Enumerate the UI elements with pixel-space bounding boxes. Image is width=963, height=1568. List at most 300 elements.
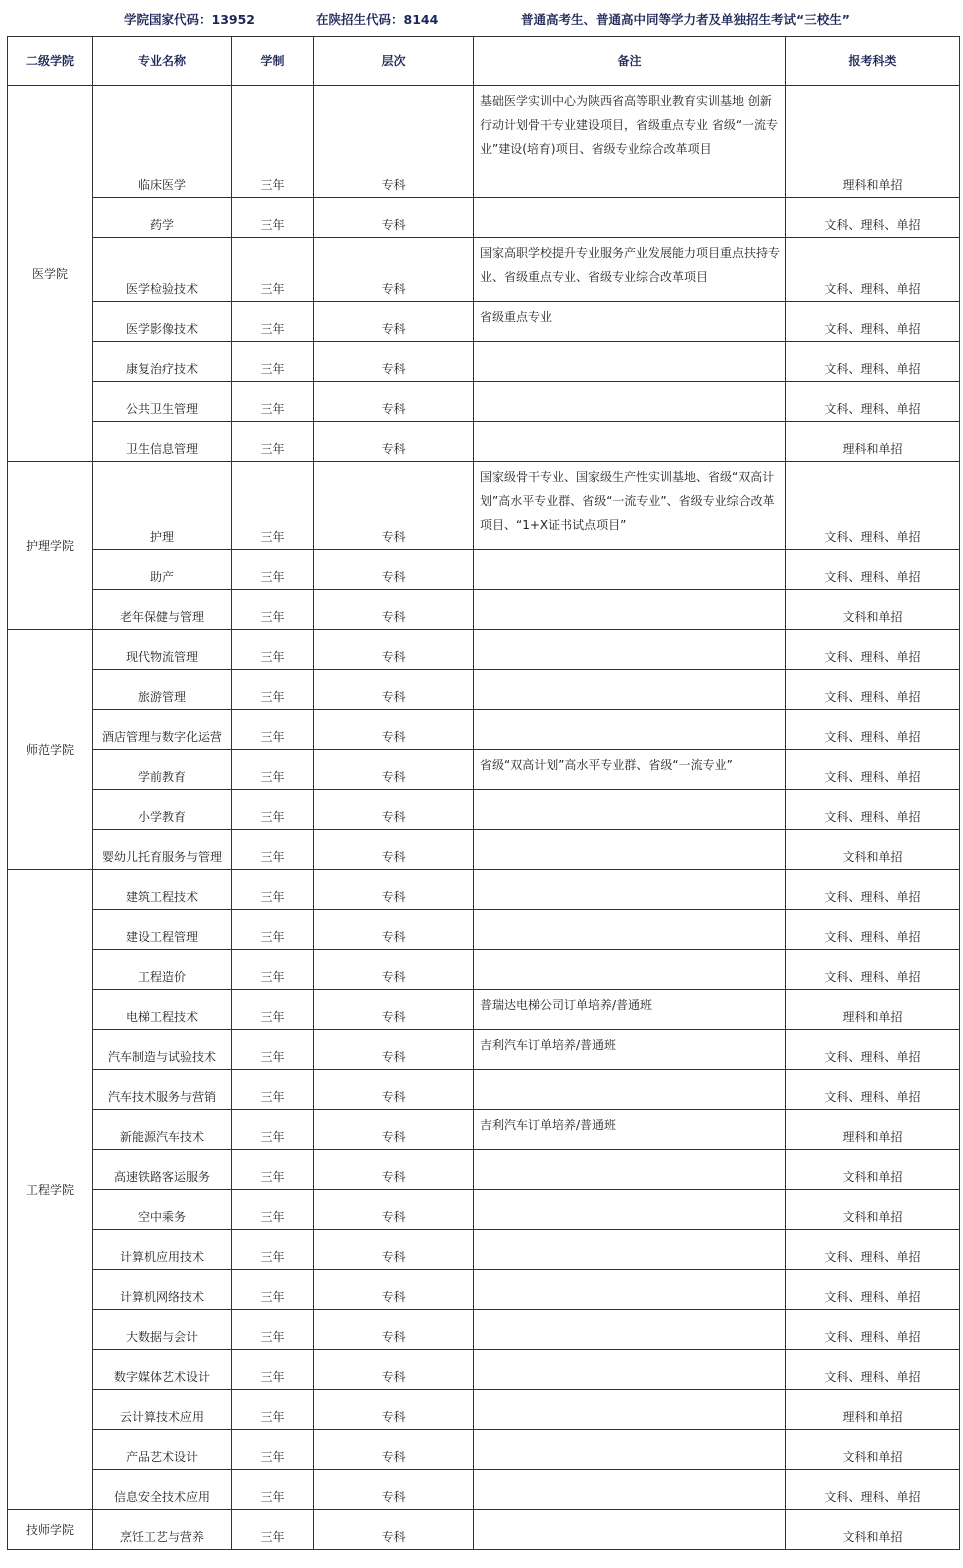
category-cell-text: 理科和单招	[842, 1130, 903, 1144]
level-cell	[314, 1310, 474, 1350]
level-cell-text: 专科	[381, 610, 406, 624]
category-cell-text: 文科、理科、单招	[824, 218, 921, 232]
major-cell	[93, 86, 232, 198]
level-cell	[314, 790, 474, 830]
table-row	[8, 1470, 960, 1510]
note-cell-text: 普瑞达电梯公司订单培养/普通班	[480, 998, 653, 1012]
level-cell	[314, 382, 474, 422]
note-cell	[474, 462, 786, 550]
level-cell	[314, 990, 474, 1030]
category-cell-text: 理科和单招	[842, 1410, 903, 1424]
category-cell	[786, 670, 960, 710]
category-cell	[786, 590, 960, 630]
table-row	[8, 750, 960, 790]
table-row	[8, 790, 960, 830]
category-cell	[786, 870, 960, 910]
years-cell-text: 三年	[260, 690, 285, 704]
table-row	[8, 590, 960, 630]
note-cell-text: 国家级骨干专业、国家级生产性实训基地、省级“双高计划”高水平专业群、省级“一流专业”、省级专业综合改革项目、“1+X证书试点项目”	[480, 470, 775, 532]
years-cell	[232, 1430, 314, 1470]
note-cell	[474, 1150, 786, 1190]
level-cell	[314, 86, 474, 198]
level-cell-text: 专科	[381, 810, 406, 824]
years-cell	[232, 238, 314, 302]
major-cell-text: 新能源汽车技术	[119, 1130, 204, 1144]
level-cell-text: 专科	[381, 970, 406, 984]
category-cell-text: 文科、理科、单招	[824, 730, 921, 744]
note-cell	[474, 550, 786, 590]
category-cell-text: 理科和单招	[842, 1010, 903, 1024]
note-cell	[474, 630, 786, 670]
note-cell-text	[480, 910, 781, 913]
category-cell-text: 文科、理科、单招	[824, 402, 921, 416]
category-cell-text: 理科和单招	[842, 178, 903, 192]
major-cell	[93, 1430, 232, 1470]
level-cell-text: 专科	[381, 1170, 406, 1184]
level-cell-text: 专科	[381, 282, 406, 296]
note-cell	[474, 1430, 786, 1470]
major-cell	[93, 750, 232, 790]
major-cell-text: 旅游管理	[137, 690, 186, 704]
category-cell	[786, 710, 960, 750]
major-cell-text: 卫生信息管理	[125, 442, 198, 456]
level-cell-text: 专科	[381, 930, 406, 944]
table-row	[8, 830, 960, 870]
years-cell-text: 三年	[260, 530, 285, 544]
major-cell	[93, 302, 232, 342]
major-cell-text: 酒店管理与数字化运营	[101, 730, 222, 744]
years-cell	[232, 630, 314, 670]
note-cell-text	[480, 1470, 781, 1473]
category-cell	[786, 1430, 960, 1470]
note-cell-text	[480, 590, 781, 593]
major-cell-text: 高速铁路客运服务	[113, 1170, 210, 1184]
years-cell	[232, 950, 314, 990]
category-cell	[786, 462, 960, 550]
level-cell	[314, 1110, 474, 1150]
table-row	[8, 550, 960, 590]
level-cell-text: 专科	[381, 1450, 406, 1464]
years-cell	[232, 790, 314, 830]
note-cell	[474, 790, 786, 830]
category-cell-text: 文科、理科、单招	[824, 650, 921, 664]
years-cell-text: 三年	[260, 1090, 285, 1104]
note-cell-text	[480, 710, 781, 713]
category-cell-text: 文科和单招	[842, 850, 903, 864]
major-cell-text: 汽车技术服务与营销	[107, 1090, 216, 1104]
years-cell-text: 三年	[260, 1210, 285, 1224]
years-cell-text: 三年	[260, 770, 285, 784]
note-cell-text: 吉利汽车订单培养/普通班	[480, 1038, 617, 1052]
table-row	[8, 198, 960, 238]
major-cell	[93, 950, 232, 990]
years-cell-text: 三年	[260, 570, 285, 584]
major-cell	[93, 1510, 232, 1550]
major-cell-text: 婴幼儿托育服务与管理	[101, 850, 222, 864]
level-cell	[314, 910, 474, 950]
category-cell-text: 文科、理科、单招	[824, 362, 921, 376]
table-row	[8, 342, 960, 382]
category-cell	[786, 198, 960, 238]
note-cell-text	[480, 790, 781, 793]
major-cell	[93, 342, 232, 382]
years-cell	[232, 1510, 314, 1550]
table-row	[8, 910, 960, 950]
note-cell-text: 基础医学实训中心为陕西省高等职业教育实训基地 创新行动计划骨干专业建设项目，省级重点专业 省级“一流专业”建设(培育)项目、省级专业综合改革项目	[480, 94, 779, 156]
shaanxi-code: 在陕招生代码：8144	[316, 12, 439, 27]
table-header-row	[8, 37, 960, 86]
level-cell	[314, 590, 474, 630]
years-cell-text: 三年	[260, 218, 285, 232]
major-cell	[93, 790, 232, 830]
table-row	[8, 990, 960, 1030]
category-cell-text: 文科、理科、单招	[824, 1490, 921, 1504]
major-cell	[93, 1110, 232, 1150]
years-cell-text: 三年	[260, 322, 285, 336]
category-cell-text: 文科、理科、单招	[824, 810, 921, 824]
table-row	[8, 1190, 960, 1230]
level-cell	[314, 1070, 474, 1110]
level-cell	[314, 1270, 474, 1310]
level-cell	[314, 1390, 474, 1430]
major-cell-text: 建设工程管理	[125, 930, 198, 944]
major-cell	[93, 1350, 232, 1390]
table-row	[8, 670, 960, 710]
level-cell-text: 专科	[381, 322, 406, 336]
major-cell-text: 现代物流管理	[125, 650, 198, 664]
major-cell	[93, 1390, 232, 1430]
level-cell-text: 专科	[381, 178, 406, 192]
years-cell	[232, 990, 314, 1030]
note-cell	[474, 1070, 786, 1110]
note-cell	[474, 870, 786, 910]
note-cell	[474, 1110, 786, 1150]
category-cell-text: 文科和单招	[842, 1170, 903, 1184]
years-cell-text: 三年	[260, 1130, 285, 1144]
level-cell	[314, 342, 474, 382]
category-cell	[786, 830, 960, 870]
category-cell	[786, 950, 960, 990]
years-cell	[232, 750, 314, 790]
note-cell-text	[480, 1070, 781, 1073]
level-cell	[314, 1030, 474, 1070]
college-cell: 护理学院	[8, 462, 93, 630]
category-cell	[786, 1470, 960, 1510]
major-cell	[93, 1030, 232, 1070]
major-cell	[93, 870, 232, 910]
note-cell	[474, 1190, 786, 1230]
note-cell-text	[480, 382, 781, 385]
years-cell-text: 三年	[260, 970, 285, 984]
years-cell	[232, 670, 314, 710]
table-row	[8, 1310, 960, 1350]
table-row	[8, 302, 960, 342]
years-cell	[232, 342, 314, 382]
note-cell-text	[480, 198, 781, 201]
level-cell-text: 专科	[381, 1530, 406, 1544]
years-cell	[232, 550, 314, 590]
years-cell	[232, 382, 314, 422]
note-cell	[474, 750, 786, 790]
table-row	[8, 1230, 960, 1270]
level-cell	[314, 238, 474, 302]
major-cell	[93, 382, 232, 422]
major-cell-text: 计算机应用技术	[119, 1250, 204, 1264]
years-cell	[232, 1110, 314, 1150]
note-cell-text: 省级重点专业	[480, 310, 553, 324]
years-cell	[232, 86, 314, 198]
level-cell-text: 专科	[381, 1370, 406, 1384]
note-cell-text	[480, 1430, 781, 1433]
years-cell-text: 三年	[260, 650, 285, 664]
table-row	[8, 238, 960, 302]
level-cell	[314, 1350, 474, 1390]
level-cell	[314, 710, 474, 750]
note-cell	[474, 1230, 786, 1270]
major-cell	[93, 198, 232, 238]
note-cell	[474, 950, 786, 990]
level-cell	[314, 1430, 474, 1470]
category-cell-text: 文科和单招	[842, 1530, 903, 1544]
category-cell-text: 文科、理科、单招	[824, 930, 921, 944]
level-cell	[314, 830, 474, 870]
major-cell	[93, 990, 232, 1030]
category-cell	[786, 1030, 960, 1070]
years-cell	[232, 1150, 314, 1190]
note-cell	[474, 1390, 786, 1430]
major-cell-text: 助产	[149, 570, 174, 584]
years-cell	[232, 1390, 314, 1430]
col-header: 备注	[474, 37, 786, 86]
category-cell	[786, 238, 960, 302]
major-cell	[93, 422, 232, 462]
college-cell: 技师学院	[8, 1510, 93, 1550]
major-cell-text: 学前教育	[137, 770, 186, 784]
note-cell	[474, 990, 786, 1030]
years-cell-text: 三年	[260, 1530, 285, 1544]
years-cell-text: 三年	[260, 1010, 285, 1024]
table-row	[8, 1350, 960, 1390]
years-cell	[232, 1070, 314, 1110]
table-row	[8, 1510, 960, 1550]
years-cell	[232, 1190, 314, 1230]
note-cell	[474, 342, 786, 382]
category-cell-text: 文科、理科、单招	[824, 970, 921, 984]
level-cell	[314, 630, 474, 670]
level-cell-text: 专科	[381, 442, 406, 456]
category-cell-text: 理科和单招	[842, 442, 903, 456]
category-cell	[786, 302, 960, 342]
level-cell-text: 专科	[381, 730, 406, 744]
years-cell-text: 三年	[260, 1490, 285, 1504]
years-cell	[232, 1030, 314, 1070]
level-cell-text: 专科	[381, 890, 406, 904]
col-header: 学制	[232, 37, 314, 86]
category-cell	[786, 1510, 960, 1550]
years-cell-text: 三年	[260, 362, 285, 376]
level-cell	[314, 1510, 474, 1550]
category-cell-text: 文科和单招	[842, 1450, 903, 1464]
level-cell	[314, 550, 474, 590]
level-cell-text: 专科	[381, 570, 406, 584]
category-cell	[786, 1230, 960, 1270]
major-cell	[93, 1190, 232, 1230]
category-cell-text: 文科、理科、单招	[824, 530, 921, 544]
note-cell-text	[480, 1190, 781, 1193]
major-cell-text: 空中乘务	[137, 1210, 186, 1224]
level-cell-text: 专科	[381, 1010, 406, 1024]
level-cell-text: 专科	[381, 1250, 406, 1264]
note-cell	[474, 670, 786, 710]
years-cell	[232, 1470, 314, 1510]
level-cell	[314, 750, 474, 790]
level-cell	[314, 422, 474, 462]
note-cell-text	[480, 1390, 781, 1393]
category-cell	[786, 1310, 960, 1350]
note-cell-text: 国家高职学校提升专业服务产业发展能力项目重点扶持专业、省级重点专业、省级专业综合改革项目	[480, 246, 781, 284]
major-cell	[93, 1230, 232, 1270]
note-cell-text	[480, 422, 781, 425]
note-cell	[474, 830, 786, 870]
major-cell-text: 康复治疗技术	[125, 362, 198, 376]
note-cell	[474, 198, 786, 238]
level-cell	[314, 870, 474, 910]
table-row	[8, 710, 960, 750]
years-cell	[232, 1270, 314, 1310]
note-cell-text: 吉利汽车订单培养/普通班	[480, 1118, 617, 1132]
level-cell-text: 专科	[381, 362, 406, 376]
category-cell-text: 文科、理科、单招	[824, 1370, 921, 1384]
years-cell	[232, 422, 314, 462]
major-cell-text: 产品艺术设计	[125, 1450, 198, 1464]
col-header: 层次	[314, 37, 474, 86]
note-cell	[474, 1470, 786, 1510]
col-header: 专业名称	[93, 37, 232, 86]
major-cell	[93, 910, 232, 950]
note-cell	[474, 1310, 786, 1350]
major-cell-text: 烹饪工艺与营养	[119, 1530, 204, 1544]
years-cell	[232, 302, 314, 342]
page-header	[0, 0, 963, 36]
category-cell	[786, 342, 960, 382]
note-cell	[474, 710, 786, 750]
category-cell-text: 文科、理科、单招	[824, 570, 921, 584]
major-cell	[93, 590, 232, 630]
major-cell	[93, 1070, 232, 1110]
level-cell-text: 专科	[381, 1050, 406, 1064]
category-cell-text: 文科、理科、单招	[824, 282, 921, 296]
category-cell-text: 文科、理科、单招	[824, 1290, 921, 1304]
level-cell-text: 专科	[381, 402, 406, 416]
category-cell-text: 文科、理科、单招	[824, 890, 921, 904]
category-cell-text: 文科和单招	[842, 1210, 903, 1224]
years-cell-text: 三年	[260, 810, 285, 824]
note-cell	[474, 422, 786, 462]
category-cell	[786, 1070, 960, 1110]
level-cell	[314, 198, 474, 238]
category-cell-text: 文科、理科、单招	[824, 770, 921, 784]
category-cell-text: 文科、理科、单招	[824, 322, 921, 336]
major-cell	[93, 630, 232, 670]
table-row	[8, 1150, 960, 1190]
major-cell-text: 公共卫生管理	[125, 402, 198, 416]
table-row	[8, 630, 960, 670]
level-cell-text: 专科	[381, 1210, 406, 1224]
years-cell	[232, 710, 314, 750]
note-cell-text	[480, 950, 781, 953]
level-cell	[314, 1470, 474, 1510]
table-row	[8, 86, 960, 198]
major-cell	[93, 238, 232, 302]
note-cell-text: 省级“双高计划”高水平专业群、省级“一流专业”	[480, 758, 733, 772]
category-cell	[786, 1350, 960, 1390]
college-code: 学院国家代码：13952	[124, 12, 255, 27]
years-cell-text: 三年	[260, 1450, 285, 1464]
major-cell-text: 数字媒体艺术设计	[113, 1370, 210, 1384]
category-cell	[786, 790, 960, 830]
table-row	[8, 382, 960, 422]
major-cell-text: 工程造价	[137, 970, 186, 984]
table-row	[8, 462, 960, 550]
note-cell-text	[480, 670, 781, 673]
note-cell-text	[480, 1350, 781, 1353]
years-cell-text: 三年	[260, 890, 285, 904]
major-cell-text: 汽车制造与试验技术	[107, 1050, 216, 1064]
major-cell-text: 电梯工程技术	[125, 1010, 198, 1024]
years-cell-text: 三年	[260, 178, 285, 192]
years-cell-text: 三年	[260, 610, 285, 624]
note-cell-text	[480, 1270, 781, 1273]
note-cell	[474, 238, 786, 302]
years-cell-text: 三年	[260, 1290, 285, 1304]
category-cell	[786, 1110, 960, 1150]
note-cell	[474, 86, 786, 198]
table-row	[8, 950, 960, 990]
table-row	[8, 1030, 960, 1070]
note-cell	[474, 1270, 786, 1310]
category-cell-text: 文科、理科、单招	[824, 1250, 921, 1264]
major-cell	[93, 1150, 232, 1190]
years-cell	[232, 830, 314, 870]
note-cell	[474, 302, 786, 342]
major-cell-text: 护理	[149, 530, 174, 544]
note-cell-text	[480, 870, 781, 873]
college-cell: 师范学院	[8, 630, 93, 870]
major-cell-text: 医学检验技术	[125, 282, 198, 296]
note-cell-text	[480, 630, 781, 633]
years-cell	[232, 462, 314, 550]
level-cell-text: 专科	[381, 1090, 406, 1104]
category-cell	[786, 1150, 960, 1190]
years-cell-text: 三年	[260, 930, 285, 944]
level-cell	[314, 950, 474, 990]
note-cell	[474, 1350, 786, 1390]
major-cell-text: 建筑工程技术	[125, 890, 198, 904]
years-cell-text: 三年	[260, 1330, 285, 1344]
col-header: 报考科类	[786, 37, 960, 86]
years-cell	[232, 198, 314, 238]
majors-table	[7, 36, 960, 1550]
level-cell-text: 专科	[381, 1410, 406, 1424]
category-cell	[786, 550, 960, 590]
years-cell-text: 三年	[260, 442, 285, 456]
category-cell	[786, 630, 960, 670]
category-cell-text: 文科、理科、单招	[824, 1090, 921, 1104]
years-cell	[232, 870, 314, 910]
note-cell	[474, 590, 786, 630]
years-cell-text: 三年	[260, 1370, 285, 1384]
table-row	[8, 1390, 960, 1430]
